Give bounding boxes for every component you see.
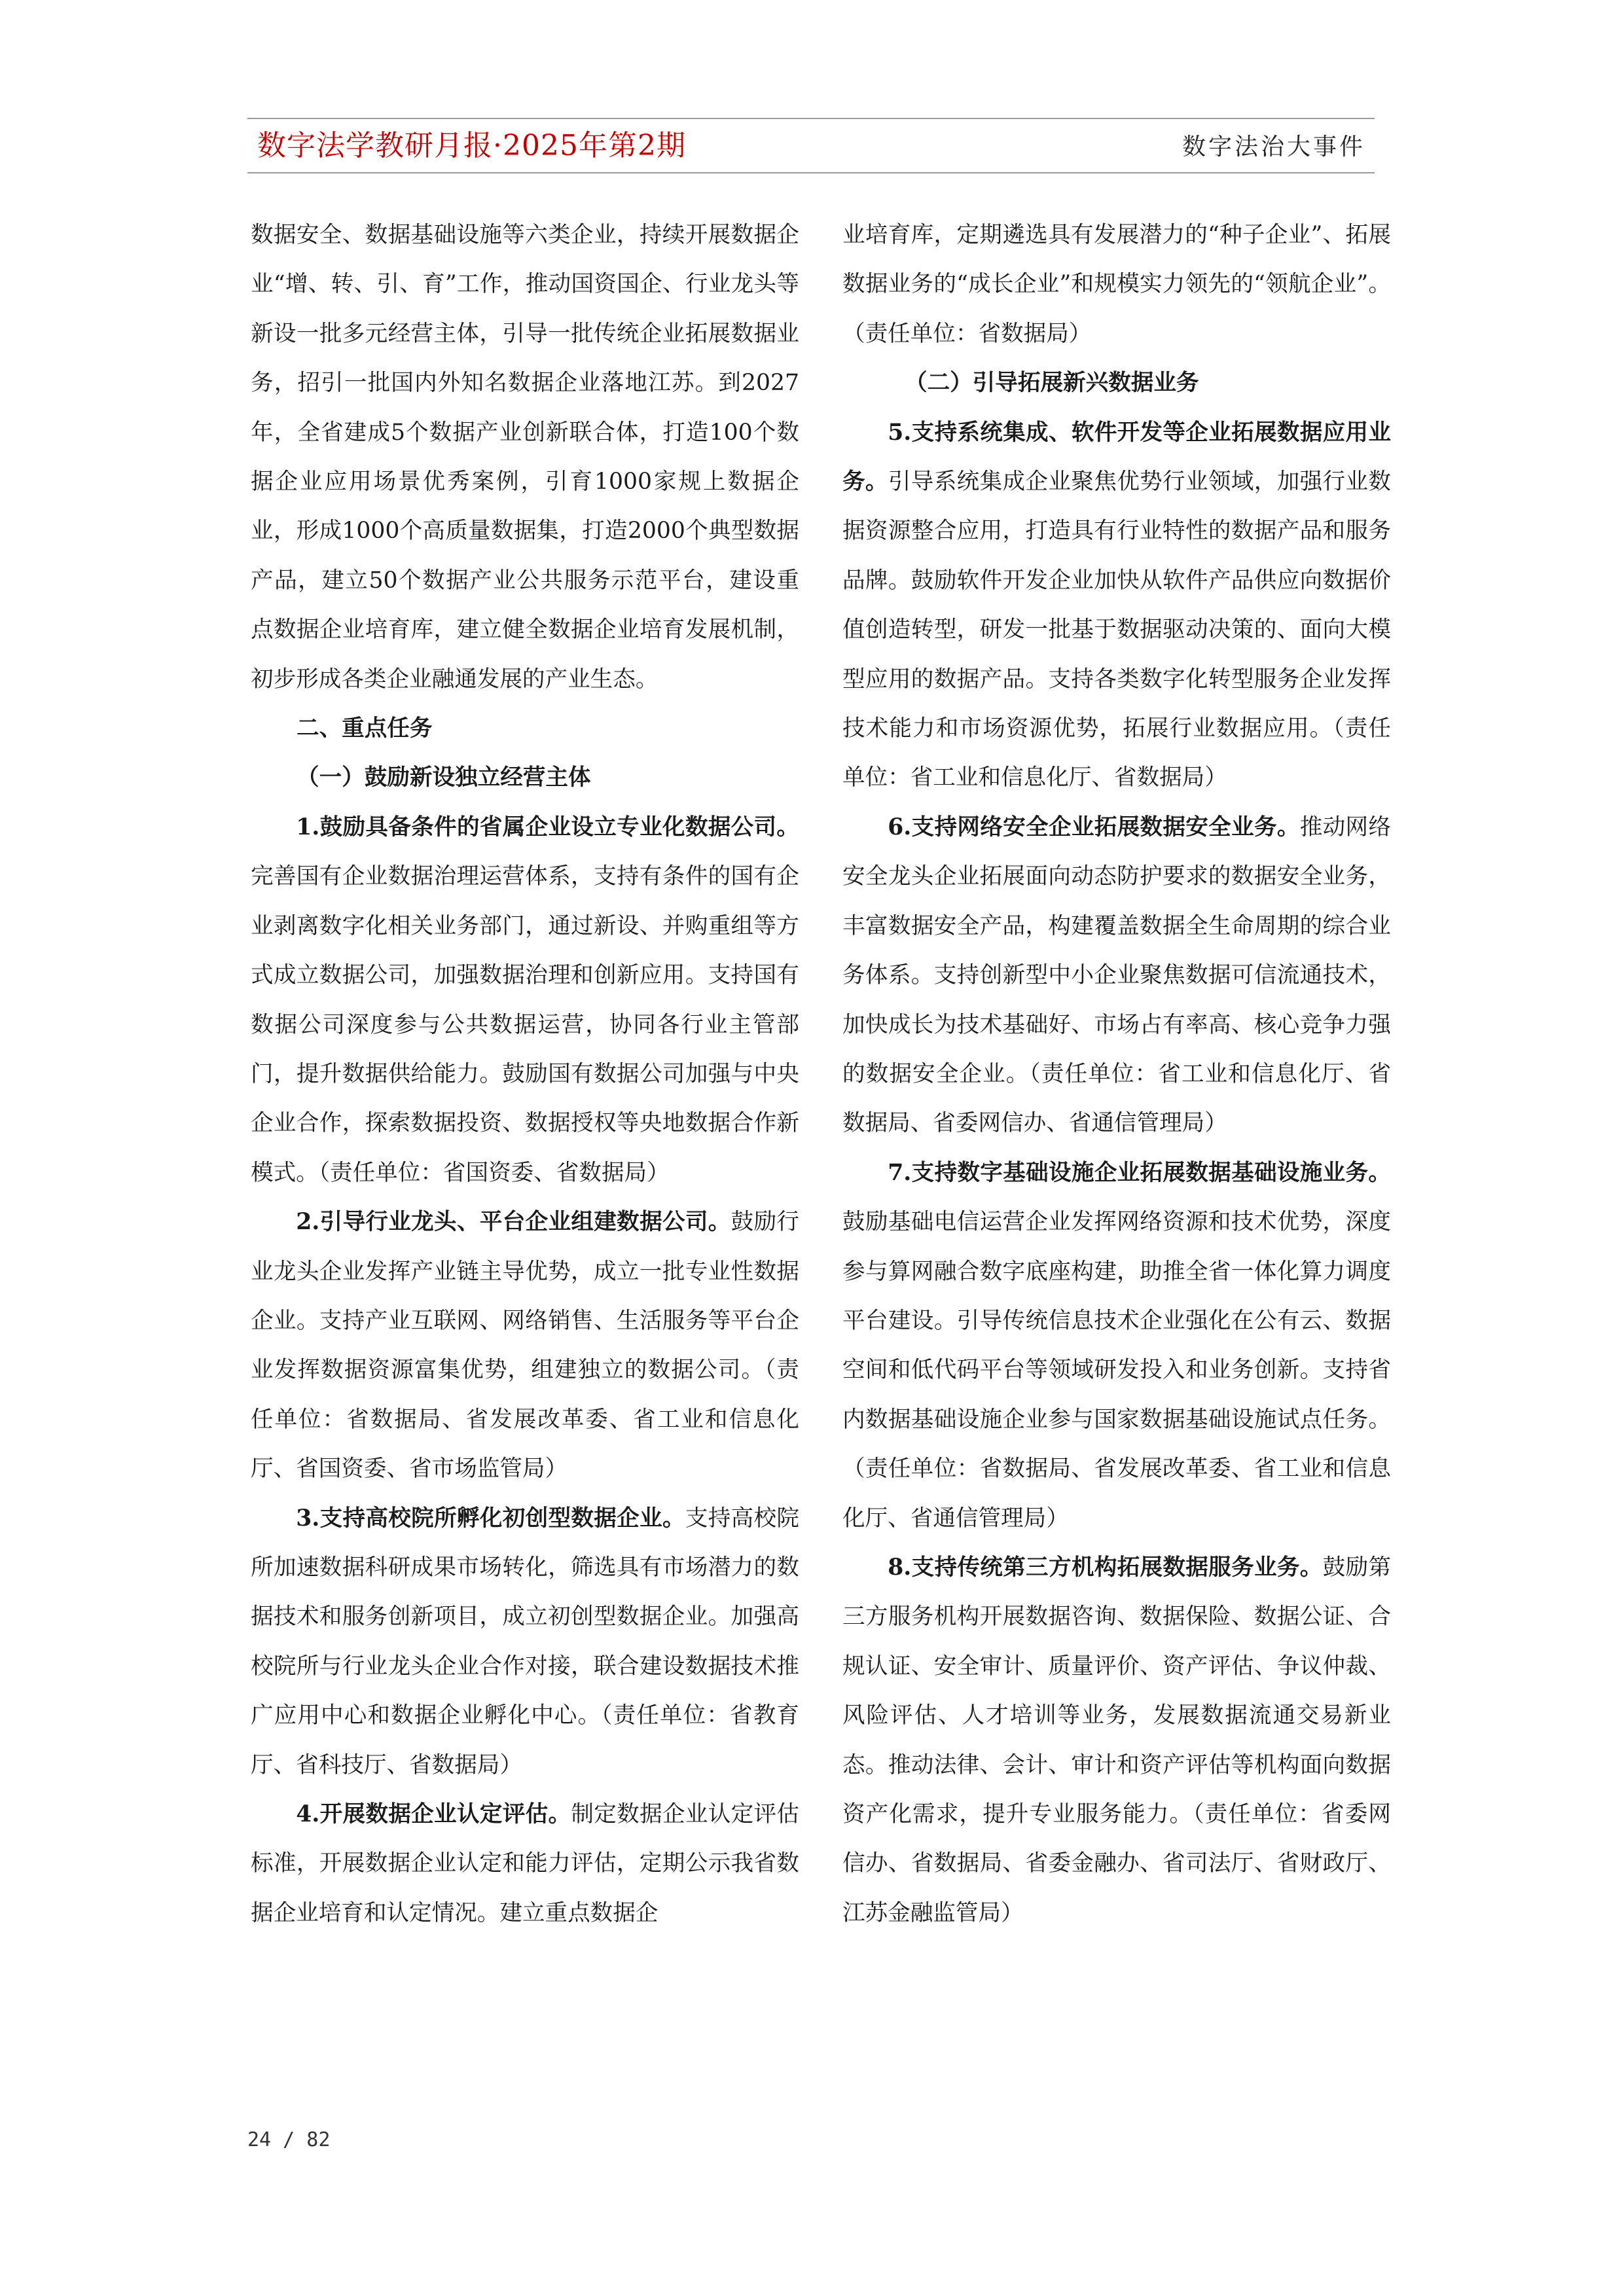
section-title: 数字法治大事件	[1182, 134, 1365, 160]
header-bottom-rule	[247, 172, 1375, 173]
task-item-4-lead: 4.开展数据企业认定评估。	[296, 1801, 571, 1827]
task-item-8	[842, 1543, 1391, 1938]
task-item-4-body: 制定数据企业认定评估标准，开展数据企业认定和能力评估，定期公示我省数据企业培育和认定情况。建立重点数据企	[251, 1801, 799, 1926]
task-item-6	[842, 803, 1391, 1149]
task-item-6-lead: 6.支持网络安全企业拓展数据安全业务。	[888, 814, 1300, 840]
task-item-4	[251, 1790, 799, 1938]
task-item-3-body: 支持高校院所加速数据科研成果市场转化，筛选具有市场潜力的数据技术和服务创新项目，成立初创型数据企业。加强高校院所与行业龙头企业合作对接，联合建设数据技术推广应用中心和数据企业孵化中心。（责任单位：省教育厅、省科技厅、省数据局）	[251, 1505, 799, 1778]
journal-title: 数字法学教研月报·2025年第2期	[257, 129, 686, 162]
task-item-8-body: 鼓励第三方服务机构开展数据咨询、数据保险、数据公证、合规认证、安全审计、质量评价、资产评估、争议仲裁、风险评估、人才培训等业务，发展数据流通交易新业态。推动法律、会计、审计和资产评估等机构面向数据资产化需求，提升专业服务能力。（责任单位：省委网信办、省数据局、省委金融办、省司法厅、省财政厅、江苏金融监管局）	[842, 1554, 1391, 1926]
task-item-2	[251, 1198, 799, 1494]
task-item-3	[251, 1494, 799, 1790]
task-item-5-body: 引导系统集成企业聚焦优势行业领域，加强行业数据资源整合应用，打造具有行业特性的数据产品和服务品牌。鼓励软件开发企业加快从软件产品供应向数据价值创造转型，研发一批基于数据驱动决策的、面向大模型应用的数据产品。支持各类数字化转型服务企业发挥技术能力和市场资源优势，拓展行业数据应用。（责任单位：省工业和信息化厅、省数据局）	[842, 469, 1392, 791]
right-column	[842, 211, 1391, 1938]
subsection-heading-2: （二）引导拓展新兴数据业务	[905, 370, 1199, 397]
left-column	[251, 211, 799, 1938]
intro-paragraph: 数据安全、数据基础设施等六类企业，持续开展数据企业“增、转、引、育”工作，推动国资国企、行业龙头等新设一批多元经营主体，引导一批传统企业拓展数据业务，招引一批国内外知名数据企业落地江苏。到2027年，全省建成5个数据产业创新联合体，打造100个数据企业应用场景优秀案例，引育1000家规上数据企业，形成1000个高质量数据集，打造2000个典型数据产品，建立50个数据产业公共服务示范平台，建设重点数据企业培育库，建立健全数据企业培育发展机制，初步形成各类企业融通发展的产业生态。	[251, 222, 799, 692]
task-item-7-lead: 7.支持数字基础设施企业拓展数据基础设施业务。	[888, 1159, 1391, 1186]
task-item-2-lead: 2.引导行业龙头、平台企业组建数据公司。	[296, 1209, 731, 1236]
subsection-heading: （一）鼓励新设独立经营主体	[297, 764, 591, 791]
task-item-2-body: 鼓励行业龙头企业发挥产业链主导优势，成立一批专业性数据企业。支持产业互联网、网络销售、生活服务等平台企业发挥数据资源富集优势，组建独立的数据公司。（责任单位：省数据局、省发展改革委、省工业和信息化厅、省国资委、省市场监管局）	[251, 1209, 799, 1482]
task-item-1-lead: 1.鼓励具备条件的省属企业设立专业化数据公司。	[296, 814, 799, 840]
task-item-1-body: 完善国有企业数据治理运营体系，支持有条件的国有企业剥离数字化相关业务部门，通过新设、并购重组等方式成立数据公司，加强数据治理和创新应用。支持国有数据公司深度参与公共数据运营，协同各行业主管部门，提升数据供给能力。鼓励国有数据公司加强与中央企业合作，探索数据投资、数据授权等央地数据合作新模式。（责任单位：省国资委、省数据局）	[251, 863, 799, 1186]
page-number: 24 / 82	[247, 2128, 331, 2151]
task-item-7-body: 鼓励基础电信运营企业发挥网络资源和技术优势，深度参与算网融合数字底座构建，助推全省一体化算力调度平台建设。引导传统信息技术企业强化在公有云、数据空间和低代码平台等领域研发投入和业务创新。支持省内数据基础设施企业参与国家数据基础设施试点任务。（责任单位：省数据局、省发展改革委、省工业和信息化厅、省通信管理局）	[842, 1209, 1391, 1532]
header-top-rule	[247, 118, 1375, 119]
task-item-7	[842, 1149, 1391, 1543]
task-item-3-lead: 3.支持高校院所孵化初创型数据企业。	[296, 1505, 685, 1532]
task-item-6-body: 推动网络安全龙头企业拓展面向动态防护要求的数据安全业务，丰富数据安全产品，构建覆盖数据全生命周期的综合业务体系。支持创新型中小企业聚焦数据可信流通技术，加快成长为技术基础好、市场占有率高、核心竞争力强的数据安全企业。（责任单位：省工业和信息化厅、省数据局、省委网信办、省通信管理局）	[842, 814, 1391, 1137]
continuation-paragraph: 业培育库，定期遴选具有发展潜力的“种子企业”、拓展数据业务的“成长企业”和规模实力领先的“领航企业”。（责任单位：省数据局）	[842, 222, 1391, 347]
task-item-1	[251, 803, 799, 1198]
section-heading: 二、重点任务	[297, 715, 433, 742]
task-item-5-lead: 5.支持系统集成、软件开发等企业拓展数据应用业务。	[842, 419, 1391, 495]
task-item-5	[842, 408, 1391, 803]
task-item-8-lead: 8.支持传统第三方机构拓展数据服务业务。	[888, 1554, 1323, 1581]
